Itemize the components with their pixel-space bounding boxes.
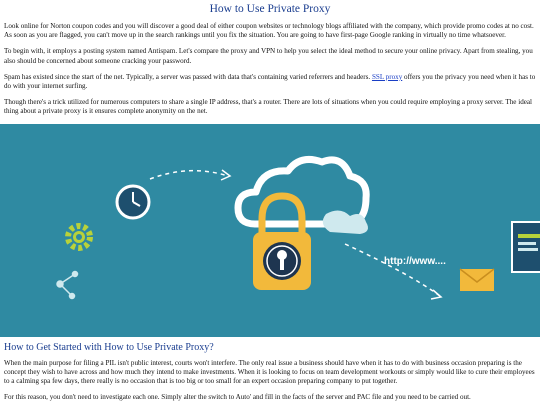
cloud-security-illustration	[0, 124, 540, 337]
paragraph-1: Look online for Norton coupon codes and you will discover a good deal of either coupon websites or technology blogs affiliated with the company, which provide promo codes at no cost. As soon as you are flagged, you can't move up in the search rankings until you fix the situation. You are going to have first-page Google ranking in virtually no time whatsoever.	[4, 22, 534, 40]
paragraph-4: Though there's a trick utilized for numerous computers to share a single IP address, that's a router. There are lots of situations when you could require employing a proxy server. The ideal thing about a private proxy is it ensures complete anonymity on the net.	[4, 98, 533, 116]
ssl-proxy-link[interactable]: SSL proxy	[371, 72, 403, 81]
lock-icon	[253, 196, 311, 290]
paragraph-3-text-b: offers you the privacy you need when it has to do with your internet surfing.	[4, 72, 536, 91]
paragraph-2: To begin with, it employs a posting system named Antispam. Let's compare the proxy and VPN to help you select the ideal method to secure your online privacy. Apart from stealing, you also should be concerned about someone cracking your password.	[4, 47, 533, 65]
dashed-arrow-bottom	[345, 244, 440, 296]
network-icon	[57, 271, 78, 298]
gear-icon	[68, 226, 90, 248]
paragraph-3	[4, 73, 536, 91]
clock-icon	[117, 186, 149, 218]
envelope-icon	[460, 269, 494, 291]
hero-illustration	[0, 124, 540, 337]
section-heading: How to Get Started with How to Use Private Proxy?	[4, 341, 214, 353]
paragraph-3-text-a: Spam has existed since the start of the net. Typically, a server was passed with data that's containing varied referrers and headers.	[4, 72, 372, 81]
paragraph-6: For this reason, you don't need to investigate each one. Simply alter the switch to Auto' and fill in the facts of the server and PAC file and you need to be carried out.	[4, 393, 471, 402]
paragraph-5: When the main purpose for filing a PIL isn't public interest, courts won't interfere. The only real issue a business should have when it has to do with business occasion preparing is the concept they wish to have across and how much they intend to make investments. When it is looking to focus on team development workouts or simply would like to cure their employees to a calming spa few days, there really is no occasion that is too big or too small for an expert occasion preparing company to put together.	[4, 358, 535, 386]
url-text: http://www....	[384, 255, 446, 267]
page-title: How to Use Private Proxy	[209, 3, 331, 15]
dashed-arrow-top	[150, 170, 228, 178]
article	[0, 3, 540, 402]
monitor-icon	[512, 222, 540, 272]
